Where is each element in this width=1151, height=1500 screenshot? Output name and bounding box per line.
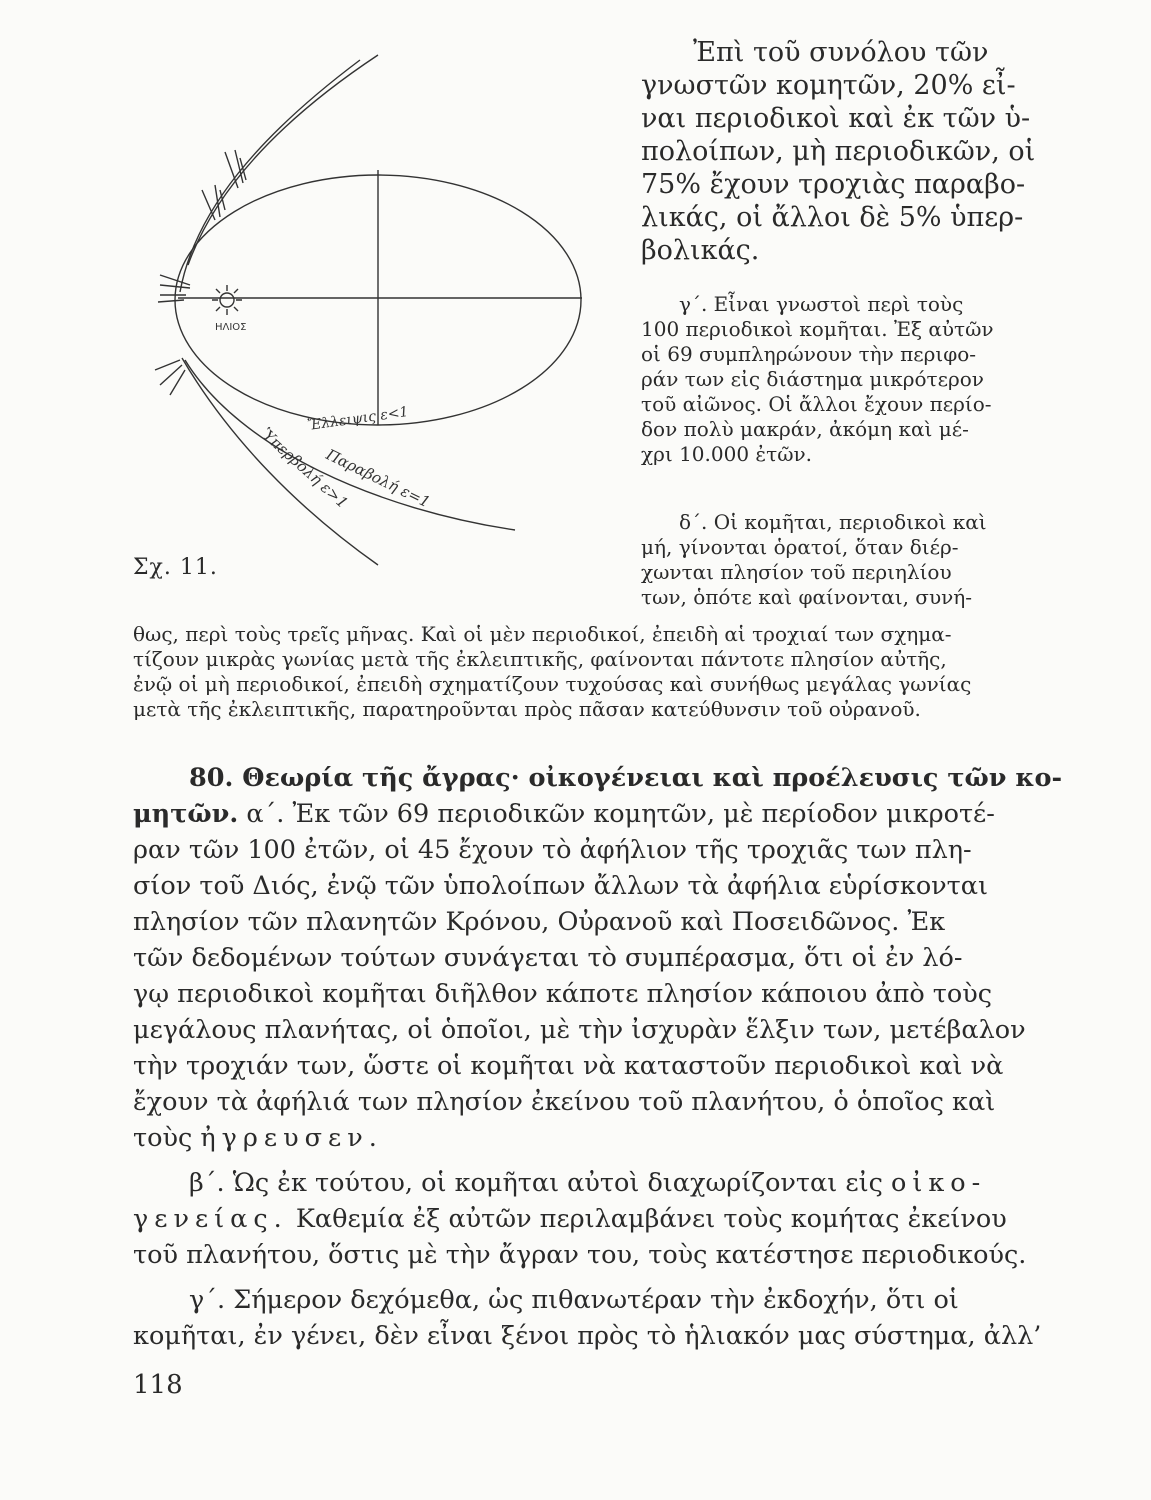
text-line: μεγάλους πλανήτας, οἱ ὁποῖοι, μὲ τὴν ἰσχυρὰν ἕλξιν των, μετέβαλον bbox=[133, 1015, 1026, 1045]
text-line: γ΄. Εἶναι γνωστοὶ περὶ τοὺς bbox=[679, 292, 964, 316]
figure-caption: Σχ. 11. bbox=[133, 555, 218, 580]
text-line: δ΄. Οἱ κομῆται, περιοδικοὶ καὶ bbox=[679, 510, 987, 534]
comet-orbits-figure bbox=[120, 40, 640, 585]
page-number: 118 bbox=[133, 1370, 183, 1400]
text-fragment: τοὺς bbox=[133, 1123, 201, 1153]
text-line: τὴν τροχιάν των, ὥστε οἱ κομῆται νὰ καταστοῦν περιοδικοὶ καὶ νὰ bbox=[133, 1051, 1004, 1081]
upper-outer-branch bbox=[180, 60, 360, 292]
section-title: 80. Θεωρία τῆς ἄγρας· οἰκογένειαι καὶ προέλευσις τῶν κο- bbox=[189, 763, 1063, 793]
text-line: ραν τῶν 100 ἐτῶν, οἱ 45 ἔχουν τὸ ἀφήλιον τῆς τροχιᾶς των πλη- bbox=[133, 835, 972, 865]
beta-line-2 bbox=[133, 1204, 1011, 1234]
hyperbola-label: Ὑπερβολή ε>1 bbox=[257, 424, 352, 512]
text-line: τοῦ αἰῶνος. Οἱ ἄλλοι ἔχουν περίο- bbox=[641, 392, 992, 416]
text-line: ἔχουν τὰ ἀφήλιά των πλησίον ἐκείνου τοῦ πλανήτου, ὁ ὁποῖος καὶ bbox=[133, 1087, 996, 1117]
parabola-branch bbox=[185, 360, 515, 530]
text-line: γνωστῶν κομητῶν, 20% εἶ- bbox=[641, 70, 1016, 101]
spaced-text: οἰκο- bbox=[890, 1168, 987, 1198]
text-line: οἱ 69 συμπληρώνουν τὴν περιφο- bbox=[641, 342, 977, 366]
section-heading bbox=[133, 763, 1063, 793]
text-fragment: β΄. Ὡς ἐκ τούτου, οἱ κομῆται αὐτοὶ διαχωρίζονται εἰς bbox=[189, 1168, 891, 1198]
upper-mid-branch bbox=[188, 55, 378, 265]
text-line: λικάς, οἱ ἄλλοι δὲ 5% ὑπερ- bbox=[641, 202, 1024, 233]
orbits-diagram bbox=[120, 40, 640, 585]
section-line bbox=[133, 799, 1011, 829]
text-line: βολικάς. bbox=[641, 235, 760, 266]
text-line: κομῆται, ἐν γένει, δὲν εἶναι ξένοι πρὸς τὸ ἡλιακόν μας σύστημα, ἀλλ’ bbox=[133, 1321, 1042, 1351]
spaced-text: ἠγρευσεν. bbox=[200, 1123, 383, 1153]
beta-line-1 bbox=[133, 1168, 1011, 1198]
text-line: Ἐπὶ τοῦ συνόλου τῶν bbox=[693, 37, 989, 68]
section-title-end: μητῶν. bbox=[133, 799, 239, 829]
text-line: ράν των εἰς διάστημα μικρότερον bbox=[641, 367, 984, 391]
section-text: α΄. Ἐκ τῶν 69 περιοδικῶν κομητῶν, μὲ περίοδον μικροτέ- bbox=[238, 799, 995, 829]
sun-label: ΗΛΙΟΣ bbox=[215, 322, 247, 333]
text-line: μετὰ τῆς ἐκλειπτικῆς, παρατηροῦνται πρὸς πᾶσαν κατεύθυνσιν τοῦ οὐρανοῦ. bbox=[133, 697, 921, 721]
text-line: 100 περιοδικοὶ κομῆται. Ἐξ αὐτῶν bbox=[641, 317, 994, 341]
text-line: θως, περὶ τοὺς τρεῖς μῆνας. Καὶ οἱ μὲν περιοδικοί, ἐπειδὴ αἱ τροχιαί των σχημα- bbox=[133, 622, 952, 646]
text-line: δον πολὺ μακράν, ἀκόμη καὶ μέ- bbox=[641, 417, 969, 441]
text-line: τῶν δεδομένων τούτων συνάγεται τὸ συμπέρασμα, ὅτι οἱ ἐν λό- bbox=[133, 943, 963, 973]
text-line: ναι περιοδικοὶ καὶ ἐκ τῶν ὑ- bbox=[641, 103, 1031, 134]
text-line: 75% ἔχουν τροχιὰς παραβο- bbox=[641, 169, 1026, 200]
text-fragment: Καθεμία ἐξ αὐτῶν περιλαμβάνει τοὺς κομήτας ἐκείνου bbox=[287, 1204, 1007, 1234]
section-last-line bbox=[133, 1123, 1011, 1153]
text-line: γῳ περιοδικοὶ κομῆται διῆλθον κάποτε πλησίον κάποιου ἀπὸ τοὺς bbox=[133, 979, 993, 1009]
text-line: πλησίον τῶν πλανητῶν Κρόνου, Οὐρανοῦ καὶ Ποσειδῶνος. Ἐκ bbox=[133, 907, 946, 937]
text-line: χωνται πλησίον τοῦ περιηλίου bbox=[641, 560, 952, 584]
text-line: των, ὁπότε καὶ φαίνονται, συνή- bbox=[641, 585, 973, 609]
text-line: πολοίπων, μὴ περιοδικῶν, οἱ bbox=[641, 136, 1036, 167]
text-line: χρι 10.000 ἐτῶν. bbox=[641, 442, 813, 466]
text-line: μή, γίνονται ὁρατοί, ὅταν διέρ- bbox=[641, 535, 959, 559]
right-paragraph-2 bbox=[641, 292, 1021, 467]
full-width-paragraph bbox=[133, 622, 983, 722]
text-line: τίζουν μικρὰς γωνίας μετὰ τῆς ἐκλειπτικῆς, φαίνονται πάντοτε πλησίον αὐτῆς, bbox=[133, 647, 947, 671]
sun-icon bbox=[220, 293, 234, 307]
right-paragraph-1 bbox=[641, 36, 1036, 267]
text-line: τοῦ πλανήτου, ὅστις μὲ τὴν ἄγραν του, τοὺς κατέστησε περιοδικούς. bbox=[133, 1240, 1027, 1270]
parabola-label: Παραβολή ε=1 bbox=[323, 445, 433, 512]
text-line: γ΄. Σήμερον δεχόμεθα, ὡς πιθανωτέραν τὴν ἐκδοχήν, ὅτι οἱ bbox=[189, 1285, 959, 1315]
text-line: σίον τοῦ Διός, ἐνῷ τῶν ὑπολοίπων ἄλλων τὰ ἀφήλια εὑρίσκονται bbox=[133, 871, 989, 901]
ellipse-label: Ἔλλειψις ε<1 bbox=[306, 403, 410, 434]
right-paragraph-3 bbox=[641, 510, 1021, 610]
text-line: ἐνῷ οἱ μὴ περιοδικοί, ἐπειδὴ σχηματίζουν τυχούσας καὶ συνήθως μεγάλας γωνίας bbox=[133, 672, 972, 696]
spaced-text: γενείας. bbox=[133, 1204, 288, 1234]
